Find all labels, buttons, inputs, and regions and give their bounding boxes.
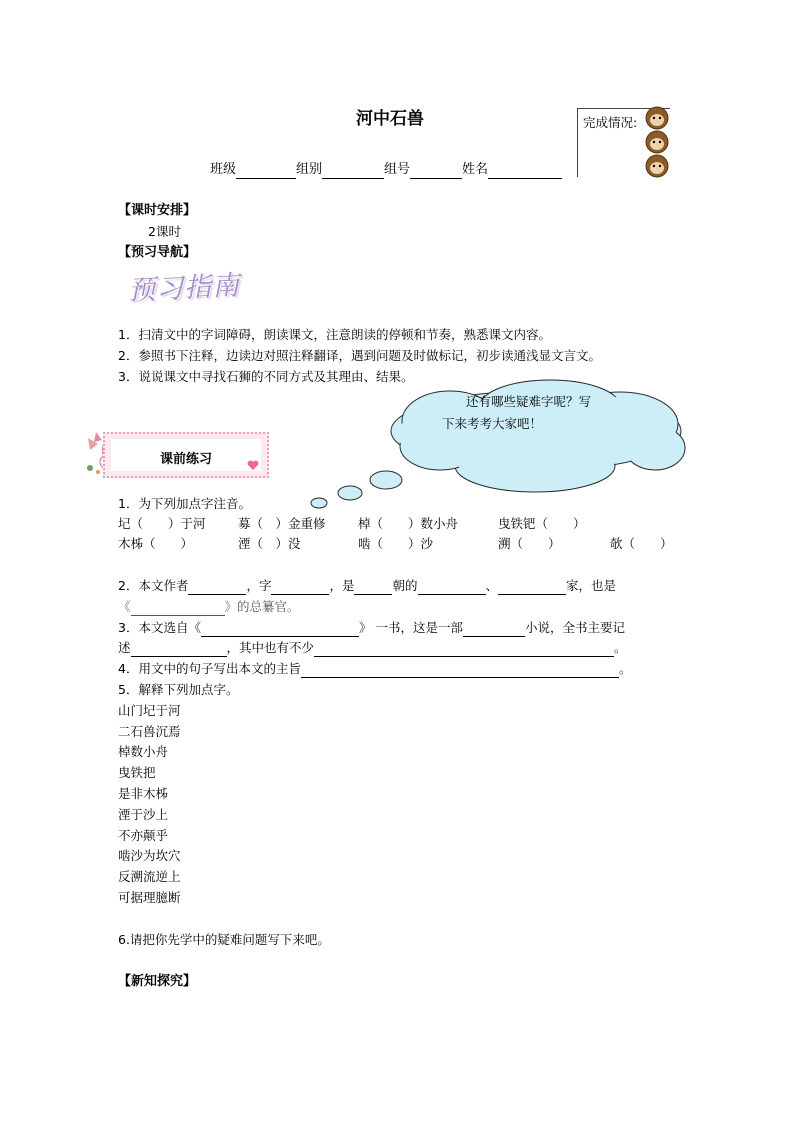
preview-art-text: 预习指南 (127, 270, 241, 307)
q3-source-field[interactable] (201, 622, 359, 637)
cloud-line-2: 下来考考大家吧！ (442, 416, 543, 431)
q5-item: 湮于沙上 (118, 807, 169, 822)
q5-item: 啮沙为坎穴 (118, 848, 181, 863)
q5-item: 山门圮于河 (118, 703, 181, 718)
preview-item-1: 1．扫清文中的字词障碍，朗读课文，注意朗读的停顿和节奏，熟悉课文内容。 (118, 327, 551, 342)
number-field[interactable] (410, 164, 462, 179)
q6-prompt: 6.请把你先学中的疑难问题写下来吧。 (118, 932, 330, 947)
name-label: 姓名 (462, 162, 489, 177)
q1-r2-e: 欹（ ） (610, 536, 673, 551)
number-label: 组号 (384, 162, 411, 177)
q2-line-2: 《 》的总纂官。 (118, 599, 300, 614)
q3-content-field[interactable] (131, 642, 227, 657)
q2-book-field[interactable] (131, 601, 225, 616)
q5-item: 是非木柹 (118, 786, 169, 801)
q2-courtesy-field[interactable] (271, 580, 329, 595)
schedule-heading: 【课时安排】 (118, 203, 197, 218)
group-label: 组别 (296, 162, 323, 177)
q1-r2-b: 湮（ ）没 (238, 536, 301, 551)
schedule-value: 2课时 (148, 224, 181, 239)
q5-item: 二石兽沉焉 (118, 724, 181, 739)
cloud-line-1: 还有哪些疑难字呢？写 (466, 394, 592, 409)
preview-heading: 【预习导航】 (118, 245, 197, 260)
q1-r1-b: 募（ ）金重修 (238, 516, 326, 531)
q5-item: 棹数小舟 (118, 744, 169, 759)
q3-line-1: 3．本文选自《 》 一书，这是一部 小说，全书主要记 (118, 620, 625, 635)
group-field[interactable] (322, 164, 384, 179)
name-field[interactable] (488, 164, 562, 179)
q4-line: 4．用文中的句子写出本文的主旨 。 (118, 661, 632, 676)
q5-item: 不亦颠乎 (118, 828, 169, 843)
q5-item: 可据理臆断 (118, 890, 181, 905)
q3-line-2: 述 ，其中也有不少 。 (118, 640, 627, 655)
completion-label: 完成情况: (583, 115, 638, 130)
q2-line-1: 2．本文作者 ，字 ，是 朝的 、 家，也是 (118, 578, 617, 593)
q2-author-field[interactable] (188, 580, 246, 595)
q1-r1-d: 曳铁钯（ ） (498, 516, 586, 531)
q1-r2-d: 溯（ ） (498, 536, 561, 551)
student-info-row (210, 161, 562, 179)
q4-theme-field[interactable] (301, 663, 619, 678)
q1-r2-c: 啮（ ）沙 (358, 536, 434, 551)
q5-item: 曳铁把 (118, 765, 156, 780)
q1-prompt: 1．为下列加点字注音。 (118, 496, 251, 511)
practice-banner-label: 课前练习 (160, 452, 213, 467)
q1-r1-c: 棹（ ）数小舟 (358, 516, 459, 531)
q1-r1-a: 圮（ ）于河 (118, 516, 206, 531)
preview-item-3: 3．说说课文中寻找石狮的不同方式及其理由、结果。 (118, 369, 414, 384)
q5-item: 反溯流逆上 (118, 869, 181, 884)
q2-role2-field[interactable] (498, 580, 566, 595)
monkey-stack-icon (640, 104, 674, 182)
preview-item-2: 2．参照书下注释，边读边对照注释翻译，遇到问题及时做标记，初步读通浅显文言文。 (118, 348, 601, 363)
class-field[interactable] (236, 164, 296, 179)
q1-r2-a: 木柹（ ） (118, 536, 194, 551)
q3-genre-field[interactable] (463, 622, 525, 637)
heart-icon (247, 460, 259, 471)
page-title: 河中石兽 (356, 109, 424, 129)
class-label: 班级 (210, 162, 237, 177)
q2-role1-field[interactable] (418, 580, 486, 595)
q3-extra-field[interactable] (314, 642, 614, 657)
q5-prompt: 5．解释下列加点字。 (118, 682, 239, 697)
q2-dynasty-field[interactable] (354, 580, 392, 595)
new-section-heading: 【新知探究】 (118, 974, 197, 989)
